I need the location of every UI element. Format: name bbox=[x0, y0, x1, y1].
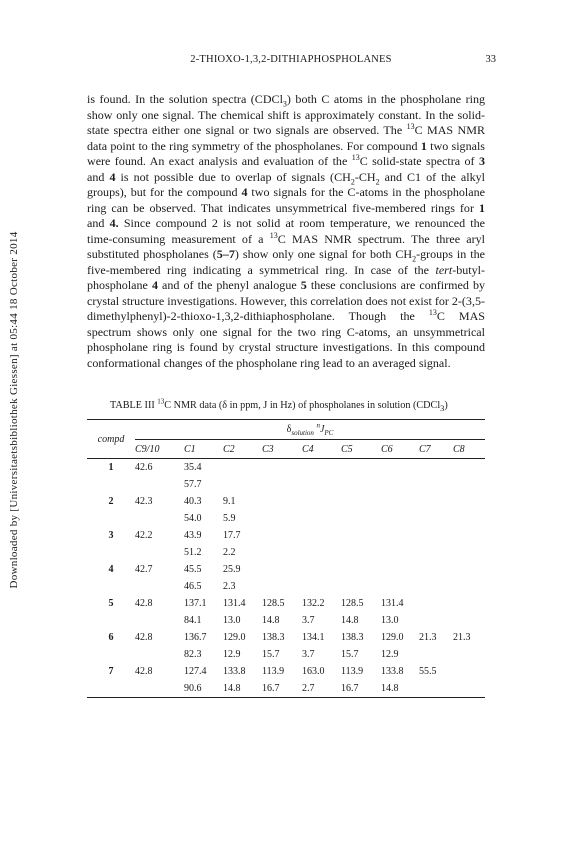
table-cell: 82.3 bbox=[184, 649, 202, 660]
table-cell bbox=[419, 578, 453, 595]
delta-header: $\delta_{solution}$ $^nJ_{PC}$ bbox=[135, 420, 485, 440]
table-cell bbox=[302, 510, 341, 527]
table-cell bbox=[302, 578, 341, 595]
table-cell bbox=[419, 612, 453, 629]
table-cell: 16.7 bbox=[262, 680, 302, 698]
table-cell bbox=[135, 646, 184, 663]
table-cell bbox=[302, 544, 341, 561]
compound-number bbox=[87, 612, 135, 629]
table-cell bbox=[419, 510, 453, 527]
table-cell: 42.2 bbox=[135, 530, 153, 541]
table-cell bbox=[223, 476, 262, 493]
table-row bbox=[87, 646, 485, 663]
table-cell: 131.4 bbox=[223, 598, 246, 609]
compound-number: 2 bbox=[108, 496, 114, 507]
table-cell: 90.6 bbox=[184, 680, 223, 698]
table-cell: 17.7 bbox=[223, 530, 241, 541]
column-header: C8 bbox=[453, 440, 485, 459]
table-cell: 13.0 bbox=[223, 615, 241, 626]
table-row bbox=[87, 459, 485, 477]
table-cell: 35.4 bbox=[184, 462, 202, 473]
table-cell: 129.0 bbox=[223, 632, 246, 643]
table-row bbox=[87, 476, 485, 493]
table-cell: 14.8 bbox=[262, 615, 280, 626]
table-cell bbox=[223, 459, 262, 477]
table-cell bbox=[419, 527, 453, 544]
table-cell: 14.8 bbox=[223, 680, 262, 698]
table-row bbox=[87, 680, 485, 698]
table-cell bbox=[453, 680, 485, 698]
table-cell: 54.0 bbox=[184, 513, 202, 524]
table-row bbox=[87, 595, 485, 612]
table-cell: 128.5 bbox=[341, 598, 364, 609]
table-cell: 138.3 bbox=[341, 632, 364, 643]
table-cell: 12.9 bbox=[223, 649, 241, 660]
column-header: C1 bbox=[184, 440, 223, 459]
table-caption: TABLE III $^{13}$C NMR data (δ in ppm, J in Hz) of phospholanes in solution (CDCl$_3$) bbox=[110, 397, 448, 414]
compound-number bbox=[87, 680, 135, 698]
table-cell: 134.1 bbox=[302, 632, 325, 643]
table-cell: 15.7 bbox=[262, 649, 280, 660]
table-cell: 51.2 bbox=[184, 547, 202, 558]
table-cell bbox=[419, 459, 453, 477]
table-cell: 133.8 bbox=[223, 666, 246, 677]
table-cell: 137.1 bbox=[184, 598, 207, 609]
table-cell bbox=[135, 578, 184, 595]
table-row bbox=[87, 629, 485, 646]
table-cell bbox=[453, 561, 485, 578]
table-cell bbox=[419, 595, 453, 612]
table-cell bbox=[341, 459, 381, 477]
table-cell: 129.0 bbox=[381, 632, 404, 643]
table-cell bbox=[381, 493, 419, 510]
table-cell: 21.3 bbox=[453, 632, 471, 643]
compound-number bbox=[87, 476, 135, 493]
table-cell bbox=[341, 476, 381, 493]
column-header: C4 bbox=[302, 440, 341, 459]
download-watermark: Downloaded by [Universitaetsbibliothek Giessen] at 05:44 18 October 2014 bbox=[8, 231, 20, 589]
table-cell: 42.8 bbox=[135, 632, 153, 643]
table-row bbox=[87, 612, 485, 629]
compound-number: 7 bbox=[108, 666, 114, 677]
table-cell bbox=[453, 476, 485, 493]
table-cell bbox=[453, 663, 485, 680]
table-row bbox=[87, 578, 485, 595]
table-cell bbox=[262, 578, 302, 595]
body-paragraph: is found. In the solution spectra (CDCl$_3$) both C atoms in the phospholane ring show only one signal. The chemical shift is approximately constant. In the solid-state spectra either one signal or two signals are observed. The $^{13}$C MAS NMR data point to the ring symmetry of the phospholanes. For compound 1 two signals were found. An exact analysis and evaluation of the $^{13}$C solid-state spectra of 3 and 4 is not possible due to overlap of signals ($CH_2-CH_2$ and C1 of the alkyl groups), but for the compound 4 two signals for the C-atoms in the phospholane ring can be observed. That indicates unsymmetrical five-membered rings for 1 and 4. Since compound 2 is not solid at room temperature, we renounced the time-consuming measurement of a $^{13}$C MAS NMR spectrum. The three aryl substituted phospholanes (5–7) show only one signal for both $CH_2$-groups in the five-membered ring indicating a symmetrical ring. In case of the tert-butyl-phospholane 4 and of the phenyl analogue 5 these conclusions are confirmed by crystal structure investigations. However, this correlation does not exist for 2-(3,5-dimethylphenyl)-2-thioxo-1,3,2-dithiaphospholane. Though the $^{13}$C MAS spectrum shows only one signal for the two ring C-atoms, an unsymmetrical phospholane ring is found by crystal structure investigations. In this compound conformational changes of the phospholane ring lead to an averaged signal. bbox=[87, 92, 486, 370]
table-cell bbox=[381, 459, 419, 477]
table-cell bbox=[419, 544, 453, 561]
table-cell: 3.7 bbox=[302, 649, 315, 660]
table-cell: 14.8 bbox=[341, 615, 359, 626]
table-cell: 113.9 bbox=[262, 666, 285, 677]
table-cell: 2.7 bbox=[302, 680, 341, 698]
table-cell bbox=[453, 544, 485, 561]
table-cell bbox=[453, 612, 485, 629]
compound-number bbox=[87, 578, 135, 595]
table-cell bbox=[419, 493, 453, 510]
table-row bbox=[87, 527, 485, 544]
table-cell: 21.3 bbox=[419, 632, 437, 643]
table-cell: 14.8 bbox=[381, 680, 419, 698]
table-cell: 42.3 bbox=[135, 496, 153, 507]
table-cell bbox=[381, 510, 419, 527]
table-cell: 163.0 bbox=[302, 666, 325, 677]
table-cell: 113.9 bbox=[341, 666, 364, 677]
table-cell bbox=[341, 544, 381, 561]
compound-number: 1 bbox=[108, 462, 114, 473]
table-cell bbox=[135, 476, 184, 493]
table-row bbox=[87, 561, 485, 578]
table-cell bbox=[341, 561, 381, 578]
table-cell bbox=[381, 527, 419, 544]
table-cell: 9.1 bbox=[223, 496, 236, 507]
table-cell bbox=[135, 544, 184, 561]
table-cell bbox=[453, 493, 485, 510]
table-cell: 127.4 bbox=[184, 666, 207, 677]
table-cell bbox=[135, 510, 184, 527]
table-cell bbox=[302, 493, 341, 510]
table-cell bbox=[302, 561, 341, 578]
table-cell bbox=[453, 510, 485, 527]
column-header: C7 bbox=[419, 440, 453, 459]
table-cell bbox=[381, 476, 419, 493]
table-cell bbox=[302, 459, 341, 477]
table-cell bbox=[262, 527, 302, 544]
table-cell bbox=[135, 612, 184, 629]
compound-number: 5 bbox=[108, 598, 114, 609]
table-cell: 12.9 bbox=[381, 649, 399, 660]
table-cell bbox=[262, 476, 302, 493]
table-cell bbox=[302, 527, 341, 544]
table-cell: 131.4 bbox=[381, 598, 404, 609]
column-header: C6 bbox=[381, 440, 419, 459]
table-cell: 3.7 bbox=[302, 615, 315, 626]
table-cell: 128.5 bbox=[262, 598, 285, 609]
table-cell: 25.9 bbox=[223, 564, 241, 575]
table-cell bbox=[302, 476, 341, 493]
table-cell: 42.8 bbox=[135, 666, 153, 677]
table-cell bbox=[262, 510, 302, 527]
column-header: C5 bbox=[341, 440, 381, 459]
table-cell: 42.7 bbox=[135, 564, 153, 575]
table-cell bbox=[453, 527, 485, 544]
table-cell bbox=[381, 561, 419, 578]
compound-number: 6 bbox=[108, 632, 114, 643]
page-number: 33 bbox=[485, 54, 496, 65]
table-cell: 45.5 bbox=[184, 564, 202, 575]
table-cell bbox=[262, 493, 302, 510]
compd-header: compd bbox=[87, 420, 135, 459]
table-cell bbox=[381, 544, 419, 561]
table-cell: 40.3 bbox=[184, 496, 202, 507]
table-cell bbox=[419, 561, 453, 578]
column-header-row bbox=[87, 440, 485, 459]
table-row bbox=[87, 510, 485, 527]
table-cell bbox=[453, 646, 485, 663]
nmr-data-table bbox=[87, 419, 485, 698]
table-cell bbox=[453, 595, 485, 612]
table-cell: 55.5 bbox=[419, 666, 437, 677]
table-cell bbox=[135, 680, 184, 698]
table-cell bbox=[341, 578, 381, 595]
compound-number: 4 bbox=[108, 564, 114, 575]
table-row bbox=[87, 663, 485, 680]
table-cell: 42.6 bbox=[135, 462, 153, 473]
table-cell: 2.3 bbox=[223, 581, 236, 592]
table-cell: 15.7 bbox=[341, 649, 359, 660]
compound-number bbox=[87, 510, 135, 527]
table-cell bbox=[419, 476, 453, 493]
table-cell: 138.3 bbox=[262, 632, 285, 643]
table-cell bbox=[341, 493, 381, 510]
column-header: C2 bbox=[223, 440, 262, 459]
table-cell: 13.0 bbox=[381, 615, 399, 626]
compound-number bbox=[87, 544, 135, 561]
table-cell bbox=[262, 561, 302, 578]
table-cell: 16.7 bbox=[341, 680, 381, 698]
table-cell: 5.9 bbox=[223, 513, 236, 524]
table-cell bbox=[453, 578, 485, 595]
table-cell: 42.8 bbox=[135, 598, 153, 609]
table-cell: 84.1 bbox=[184, 615, 202, 626]
compound-number: 3 bbox=[108, 530, 114, 541]
column-header: C9/10 bbox=[135, 440, 184, 459]
table-cell bbox=[341, 510, 381, 527]
table-cell: 132.2 bbox=[302, 598, 325, 609]
column-header: C3 bbox=[262, 440, 302, 459]
table-cell: 43.9 bbox=[184, 530, 202, 541]
table-cell bbox=[341, 527, 381, 544]
table-row bbox=[87, 493, 485, 510]
table-cell bbox=[453, 459, 485, 477]
table-cell bbox=[419, 646, 453, 663]
compound-number bbox=[87, 646, 135, 663]
table-cell bbox=[262, 459, 302, 477]
table-cell bbox=[262, 544, 302, 561]
table-row bbox=[87, 544, 485, 561]
table-cell bbox=[381, 578, 419, 595]
table-cell bbox=[419, 680, 453, 698]
table-cell: 46.5 bbox=[184, 581, 202, 592]
table-cell: 57.7 bbox=[184, 479, 202, 490]
running-head-title: 2-THIOXO-1,3,2-DITHIAPHOSPHOLANES bbox=[190, 54, 392, 65]
table-cell: 136.7 bbox=[184, 632, 207, 643]
table-cell: 133.8 bbox=[381, 666, 404, 677]
table-cell: 2.2 bbox=[223, 547, 236, 558]
